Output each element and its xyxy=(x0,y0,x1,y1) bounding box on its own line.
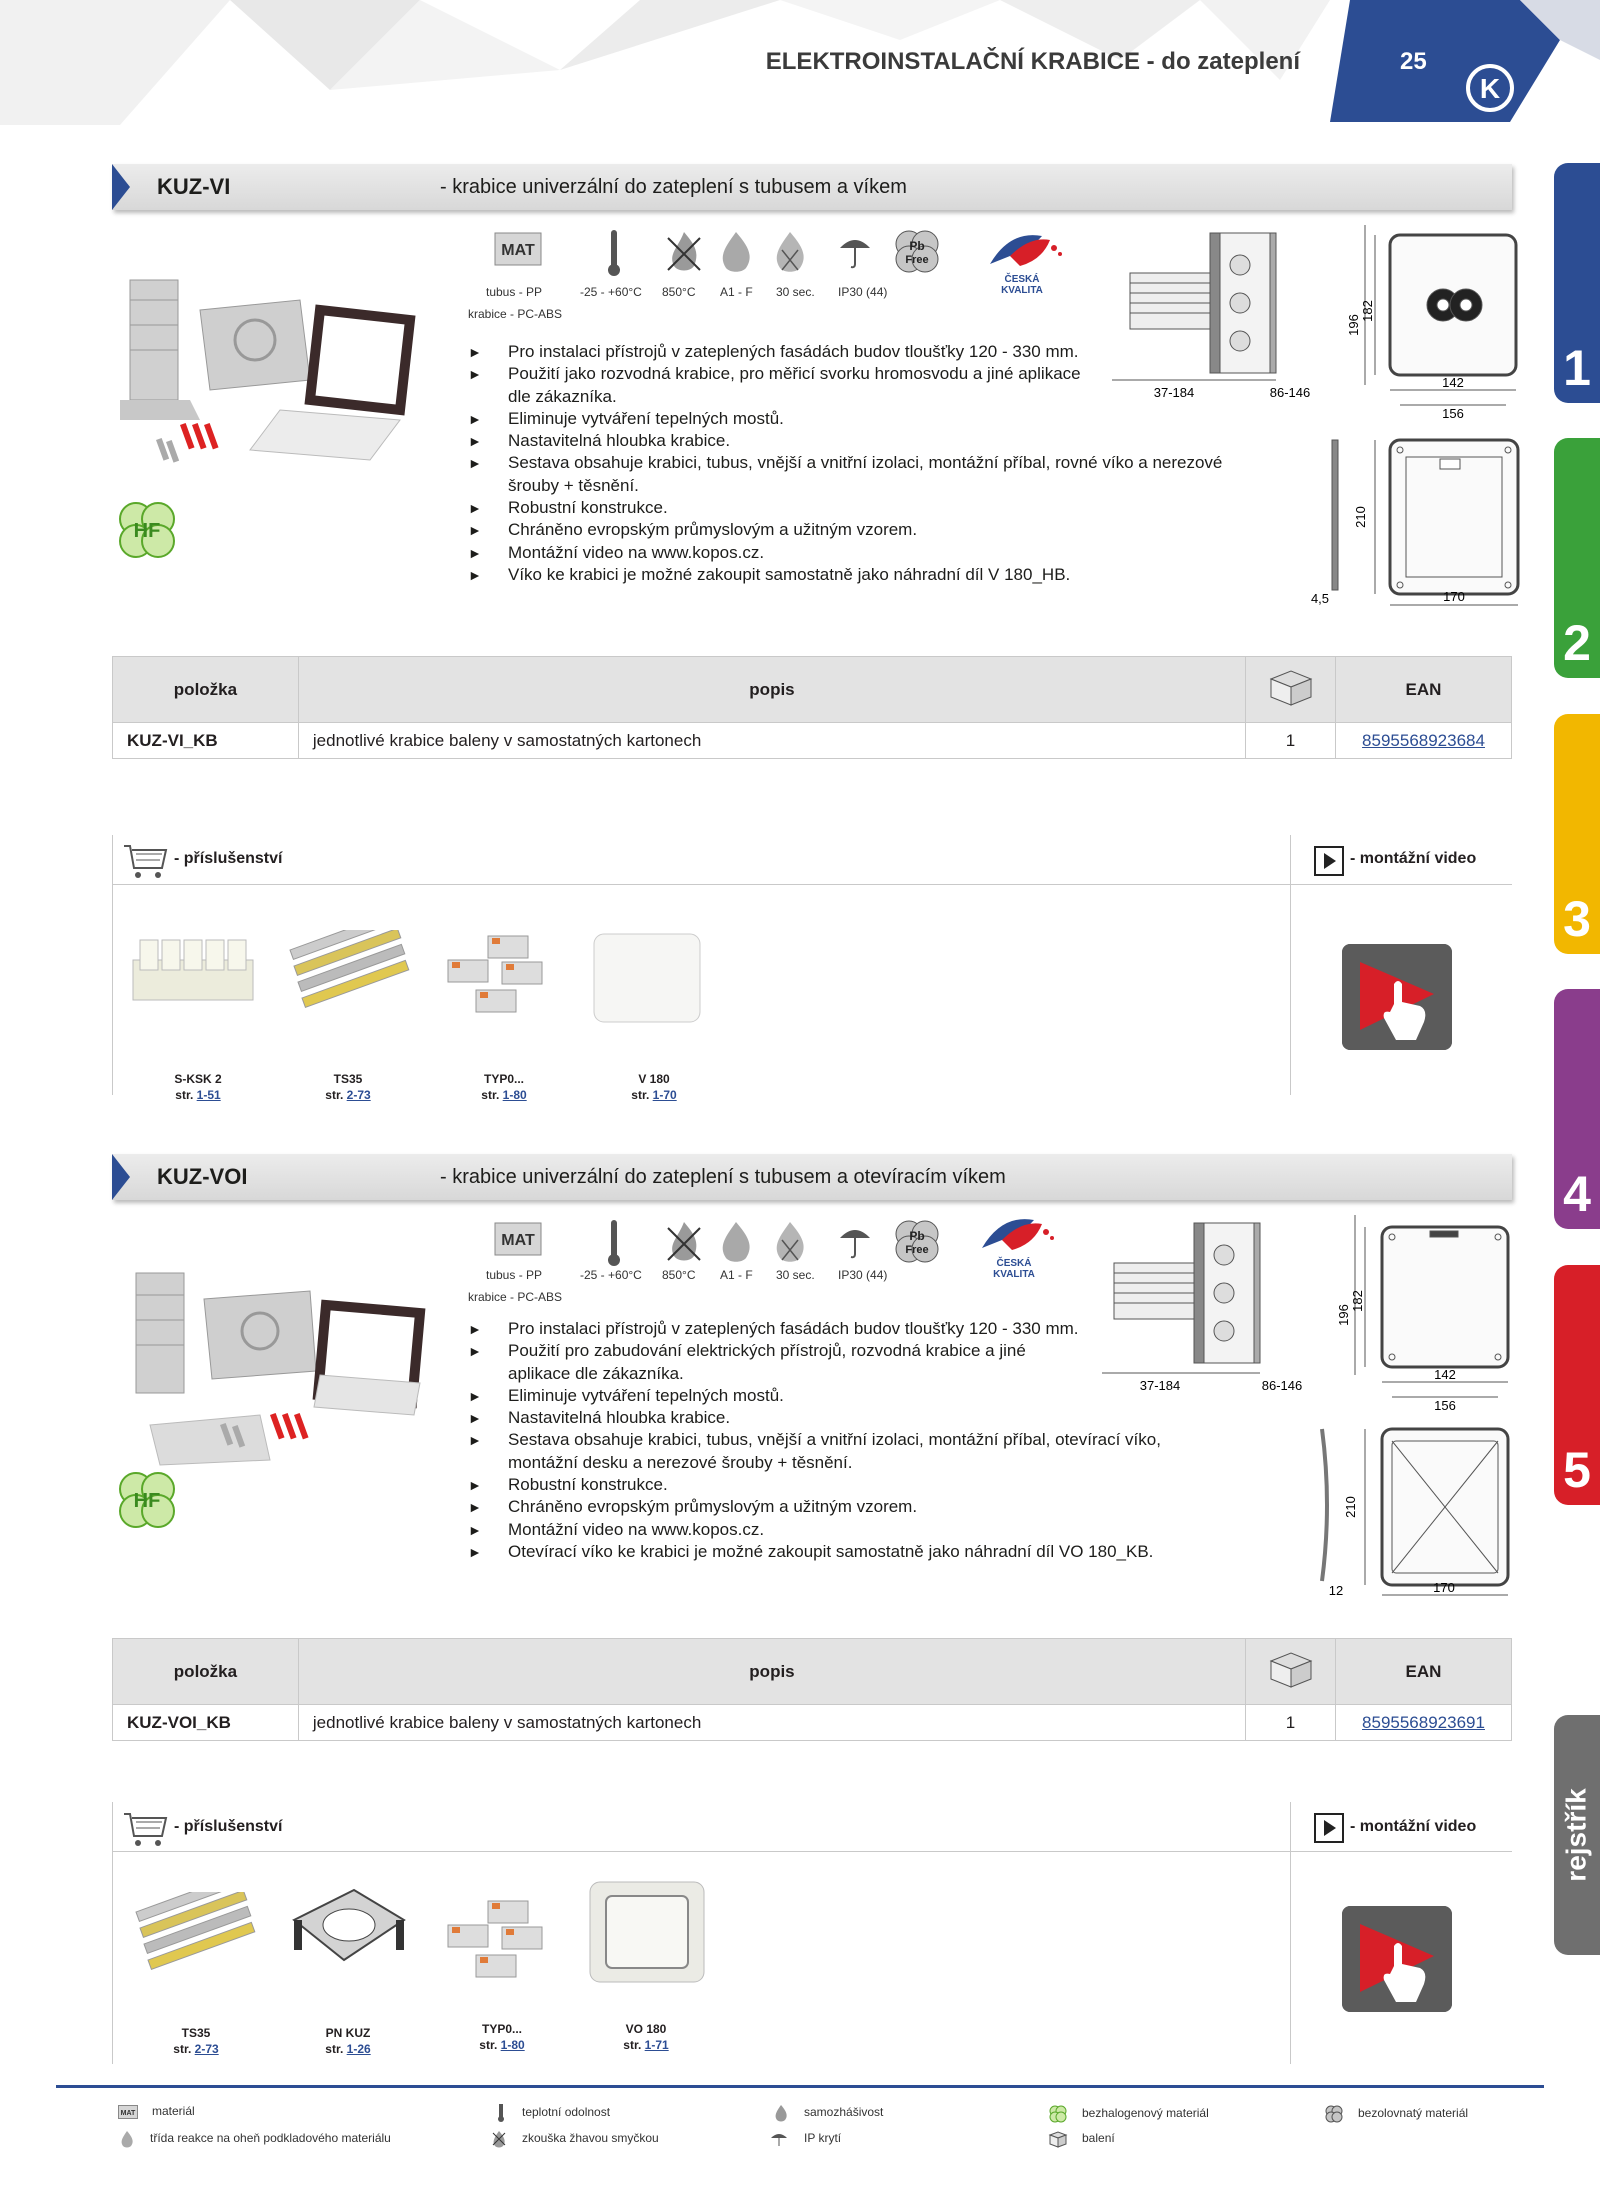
page-link[interactable]: 2-73 xyxy=(346,1088,371,1102)
svg-text:Pb: Pb xyxy=(909,1229,925,1243)
legend-item: třída reakce na oheň podkladového materiálu xyxy=(118,2130,391,2148)
cell-ean xyxy=(1336,1705,1512,1741)
spec-temp: -25 - +60°C xyxy=(580,285,642,299)
accessory-image-ts35[interactable] xyxy=(126,1892,266,1982)
page-link[interactable]: 1-26 xyxy=(346,2042,371,2056)
page-link[interactable]: 1-71 xyxy=(644,2038,669,2052)
spec-ip: IP30 (44) xyxy=(838,285,888,299)
svg-text:156: 156 xyxy=(1434,1398,1456,1413)
feature-item: ► Sestava obsahuje krabici, tubus, vnější a vnitřní izolaci, montážní příbal, rovné víko a nerezové šrouby + těsnění. xyxy=(468,452,1228,497)
svg-text:37-184: 37-184 xyxy=(1139,1378,1181,1393)
accessories-left-border xyxy=(112,1802,113,2064)
accessory-name: PN KUZ xyxy=(325,2026,371,2040)
svg-text:HF: HF xyxy=(133,520,161,542)
col-header-item: položka xyxy=(113,657,299,723)
tab-chapter-3[interactable] xyxy=(1554,714,1600,954)
hf-icon xyxy=(112,495,182,565)
page-number: 25 xyxy=(1400,48,1427,75)
page-link[interactable]: 1-80 xyxy=(502,1088,527,1102)
thermometer-icon xyxy=(606,228,622,278)
accessory-image-pn-kuz[interactable] xyxy=(284,1880,414,1980)
cell-desc: jednotlivé krabice baleny v samostatných kartonech xyxy=(298,723,1245,759)
feature-item: ► Robustní konstrukce. xyxy=(468,1474,1228,1496)
accessory-name: TS35 xyxy=(181,2026,211,2040)
video-play-button[interactable] xyxy=(1342,1906,1452,2012)
self-extinguish-icon xyxy=(772,2104,790,2122)
legend-item: samozhášivost xyxy=(772,2104,883,2122)
technical-drawing xyxy=(1100,1215,1510,1605)
tab-index[interactable] xyxy=(1554,1715,1600,1955)
page-link[interactable]: 1-70 xyxy=(652,1088,677,1102)
cell-item: KUZ-VI_KB xyxy=(113,723,299,759)
accessory-image-v180[interactable] xyxy=(588,928,708,1028)
accessory-ref: str. 1-71 xyxy=(623,2038,669,2052)
page-link[interactable]: 2-73 xyxy=(194,2042,219,2056)
tab-chapter-4[interactable] xyxy=(1554,989,1600,1229)
feature-item: ► Pro instalaci přístrojů v zateplených fasádách budov tloušťky 120 - 330 mm. xyxy=(468,1318,1228,1340)
product-table xyxy=(112,656,1512,759)
product-description: - krabice univerzální do zateplení s tubusem a otevíracím víkem xyxy=(440,1166,1006,1188)
accessory-ref: str. 1-80 xyxy=(479,2038,525,2052)
tab-label: rejstřík xyxy=(1561,1788,1592,1882)
svg-text:HF: HF xyxy=(133,1490,161,1512)
self-extinguish-icon xyxy=(770,230,810,274)
accessory-ref: str. 1-80 xyxy=(481,1088,527,1102)
accessory-name: V 180 xyxy=(638,1072,670,1086)
accessories-left-border xyxy=(112,835,113,1095)
product-code: KUZ-VI xyxy=(157,174,231,199)
spec-self-ext: 30 sec. xyxy=(776,285,815,299)
tab-chapter-5[interactable] xyxy=(1554,1265,1600,1505)
svg-text:ČESKÁ: ČESKÁ xyxy=(1004,274,1040,285)
legend-item: bezolovnatý materiál xyxy=(1324,2104,1468,2124)
accessory-image-ts35[interactable] xyxy=(280,930,420,1020)
accessory-name: TYP0... xyxy=(481,2022,522,2036)
ean-link[interactable]: 8595568923691 xyxy=(1362,1712,1485,1732)
accessory-image-typ0[interactable] xyxy=(440,930,560,1020)
accessory-name: VO 180 xyxy=(625,2022,667,2036)
play-icon[interactable] xyxy=(1314,846,1344,876)
thermometer-icon xyxy=(606,1218,622,1268)
svg-text:37-184: 37-184 xyxy=(1153,385,1195,400)
accessories-title: - příslušenství xyxy=(174,1818,283,1835)
spec-glow: 850°C xyxy=(662,1268,696,1282)
feature-item: ► Chráněno evropským průmyslovým a užitným vzorem. xyxy=(468,1496,1228,1518)
mat-icon xyxy=(494,1222,542,1256)
video-title: - montážní video xyxy=(1350,1818,1477,1835)
product-code: KUZ-VOI xyxy=(157,1164,248,1189)
svg-text:Free: Free xyxy=(905,254,929,266)
umbrella-icon xyxy=(770,2130,788,2148)
svg-text:182: 182 xyxy=(1360,300,1375,322)
spec-ip: IP30 (44) xyxy=(838,1268,888,1282)
spec-material-tubus: tubus - PP xyxy=(486,1268,543,1282)
table-row xyxy=(113,1705,1512,1741)
feature-item: ► Robustní konstrukce. xyxy=(468,497,1228,519)
umbrella-icon xyxy=(838,1222,872,1262)
col-header-desc: popis xyxy=(298,657,1245,723)
tab-label: 4 xyxy=(1563,1166,1591,1222)
mat-icon xyxy=(494,232,542,266)
col-header-package xyxy=(1246,657,1336,723)
flame-reaction-icon xyxy=(716,1220,756,1264)
page-link[interactable]: 1-80 xyxy=(500,2038,525,2052)
svg-text:MAT: MAT xyxy=(501,242,535,259)
spec-icons xyxy=(494,228,944,288)
feature-item: ► Pro instalaci přístrojů v zateplených fasádách budov tloušťky 120 - 330 mm. xyxy=(468,341,1228,363)
feature-item: ► Víko ke krabici je možné zakoupit samostatně jako náhradní díl V 180_HB. xyxy=(468,564,1228,586)
spec-material-tubus: tubus - PP xyxy=(486,285,543,299)
tab-label: 5 xyxy=(1563,1442,1591,1498)
spec-material-krabice: krabice - PC-ABS xyxy=(468,1290,563,1304)
legend-item: MAT materiál xyxy=(118,2104,195,2119)
svg-text:170: 170 xyxy=(1433,1580,1455,1595)
accessory-image-s-ksk-2[interactable] xyxy=(128,930,258,1010)
cell-item: KUZ-VOI_KB xyxy=(113,1705,299,1741)
hf-icon xyxy=(1048,2104,1068,2124)
cell-qty: 1 xyxy=(1246,723,1336,759)
svg-text:Pb: Pb xyxy=(909,239,925,253)
legend-item: IP krytí xyxy=(770,2130,841,2148)
accessories-header xyxy=(112,1802,1512,1852)
video-play-button[interactable] xyxy=(1342,944,1452,1050)
accessory-ref: str. 1-51 xyxy=(175,1088,221,1102)
svg-text:210: 210 xyxy=(1353,506,1368,528)
feature-item: ► Montážní video na www.kopos.cz. xyxy=(468,542,1228,564)
technical-drawing xyxy=(1110,225,1520,615)
feature-item: ► Montážní video na www.kopos.cz. xyxy=(468,1519,1228,1541)
glow-wire-icon xyxy=(664,1220,704,1264)
accessory-image-typ0[interactable] xyxy=(440,1895,560,1985)
accessory-ref: str. 2-73 xyxy=(173,2042,219,2056)
accessories-divider xyxy=(1290,1802,1291,2064)
svg-text:MAT: MAT xyxy=(501,1232,535,1249)
video-title: - montážní video xyxy=(1350,850,1477,867)
tab-chapter-1[interactable] xyxy=(1554,163,1600,403)
svg-text:142: 142 xyxy=(1442,375,1464,390)
self-extinguish-icon xyxy=(770,1220,810,1264)
svg-text:KVALITA: KVALITA xyxy=(993,1269,1035,1280)
svg-text:86-146: 86-146 xyxy=(1261,1378,1303,1393)
feature-item: ► Použití jako rozvodná krabice, pro měřicí svorku hromosvodu a jiné aplikace dle zákazníka. xyxy=(468,363,1228,408)
svg-text:K: K xyxy=(1479,73,1501,104)
svg-text:210: 210 xyxy=(1343,1496,1358,1518)
accessories-title: - příslušenství xyxy=(174,850,283,867)
cart-icon xyxy=(122,1810,168,1848)
accessories-divider xyxy=(1290,835,1291,1095)
accessory-image-vo180[interactable] xyxy=(586,1878,710,1988)
box-icon xyxy=(1267,1649,1315,1689)
col-header-desc: popis xyxy=(298,1639,1245,1705)
flame-reaction-icon xyxy=(118,2130,136,2148)
feature-item: ► Otevírací víko ke krabici je možné zakoupit samostatně jako náhradní díl VO 180_KB. xyxy=(468,1541,1228,1563)
feature-item: ► Eliminuje vytváření tepelných mostů. xyxy=(468,408,1228,430)
product-table xyxy=(112,1638,1512,1741)
tab-label: 1 xyxy=(1563,340,1591,396)
accessory-name: TYP0... xyxy=(483,1072,524,1086)
cell-desc: jednotlivé krabice baleny v samostatných kartonech xyxy=(298,1705,1245,1741)
accessory-ref: str. 1-70 xyxy=(631,1088,677,1102)
legend-item: teplotní odolnost xyxy=(496,2104,610,2122)
thermometer-icon xyxy=(496,2104,506,2122)
svg-text:196: 196 xyxy=(1346,314,1361,336)
page-link[interactable]: 1-51 xyxy=(196,1088,221,1102)
play-icon[interactable] xyxy=(1314,1813,1344,1843)
svg-text:196: 196 xyxy=(1336,1304,1351,1326)
ean-link[interactable]: 8595568923684 xyxy=(1362,730,1485,750)
accessory-name: S-KSK 2 xyxy=(174,1072,222,1086)
footer-line xyxy=(56,2085,1544,2088)
spec-reaction: A1 - F xyxy=(720,285,753,299)
product-description: - krabice univerzální do zateplení s tubusem a víkem xyxy=(440,176,907,198)
spec-material-krabice: krabice - PC-ABS xyxy=(468,307,563,321)
pb-free-icon xyxy=(892,228,942,276)
spec-self-ext: 30 sec. xyxy=(776,1268,815,1282)
svg-text:86-146: 86-146 xyxy=(1269,385,1311,400)
product-image xyxy=(120,270,450,490)
mat-icon xyxy=(118,2105,138,2119)
cell-qty: 1 xyxy=(1246,1705,1336,1741)
spec-reaction: A1 - F xyxy=(720,1268,753,1282)
cart-icon xyxy=(122,842,168,880)
product-image xyxy=(120,1265,460,1475)
legend-item: zkouška žhavou smyčkou xyxy=(490,2130,659,2148)
feature-item: ► Chráněno evropským průmyslovým a užitným vzorem. xyxy=(468,519,1228,541)
col-header-ean: EAN xyxy=(1336,1639,1512,1705)
svg-text:4,5: 4,5 xyxy=(1310,591,1330,606)
ceska-kvalita-logo xyxy=(980,226,1070,298)
cell-ean xyxy=(1336,723,1512,759)
accessory-ref: str. 2-73 xyxy=(325,1088,371,1102)
flame-reaction-icon xyxy=(716,230,756,274)
hf-icon xyxy=(112,1465,182,1535)
col-header-package xyxy=(1246,1639,1336,1705)
box-icon xyxy=(1048,2130,1068,2148)
svg-text:170: 170 xyxy=(1443,589,1465,604)
feature-item: ► Nastavitelná hloubka krabice. xyxy=(468,430,1228,452)
svg-text:142: 142 xyxy=(1434,1367,1456,1382)
page-title: ELEKTROINSTALAČNÍ KRABICE - do zateplení xyxy=(765,48,1300,75)
legend-item: bezhalogenový materiál xyxy=(1048,2104,1209,2124)
svg-text:156: 156 xyxy=(1442,406,1464,421)
svg-text:ČESKÁ: ČESKÁ xyxy=(996,1258,1032,1269)
feature-item: ► Použití pro zabudování elektrických přístrojů, rozvodná krabice a jiné aplikace dle zákazníka. xyxy=(468,1340,1228,1385)
col-header-item: položka xyxy=(113,1639,299,1705)
svg-text:182: 182 xyxy=(1350,1290,1365,1312)
svg-text:12: 12 xyxy=(1328,1583,1344,1598)
spec-temp: -25 - +60°C xyxy=(580,1268,642,1282)
header-blue-corner xyxy=(1330,0,1600,122)
col-header-ean: EAN xyxy=(1336,657,1512,723)
table-row xyxy=(113,723,1512,759)
legend-item: balení xyxy=(1048,2130,1115,2148)
box-icon xyxy=(1267,667,1315,707)
feature-item: ► Eliminuje vytváření tepelných mostů. xyxy=(468,1385,1228,1407)
accessories-header xyxy=(112,835,1512,885)
tab-chapter-2[interactable] xyxy=(1554,438,1600,678)
glow-wire-icon xyxy=(664,230,704,274)
svg-text:MAT: MAT xyxy=(120,2109,136,2117)
svg-text:KVALITA: KVALITA xyxy=(1001,285,1043,296)
accessory-name: TS35 xyxy=(333,1072,363,1086)
feature-item: ► Sestava obsahuje krabici, tubus, vnější a vnitřní izolaci, montážní příbal, otevírací víko, montážní desku a nerezové šrouby + těsnění. xyxy=(468,1429,1228,1474)
accessory-ref: str. 1-26 xyxy=(325,2042,371,2056)
spec-glow: 850°C xyxy=(662,285,696,299)
pb-free-icon xyxy=(892,1218,942,1266)
glow-wire-icon xyxy=(490,2130,508,2148)
tab-label: 2 xyxy=(1563,615,1591,671)
feature-item: ► Nastavitelná hloubka krabice. xyxy=(468,1407,1228,1429)
svg-text:Free: Free xyxy=(905,1244,929,1256)
pb-free-icon xyxy=(1324,2104,1344,2124)
umbrella-icon xyxy=(838,232,872,272)
tab-label: 3 xyxy=(1563,891,1591,947)
ceska-kvalita-logo xyxy=(972,1210,1062,1282)
